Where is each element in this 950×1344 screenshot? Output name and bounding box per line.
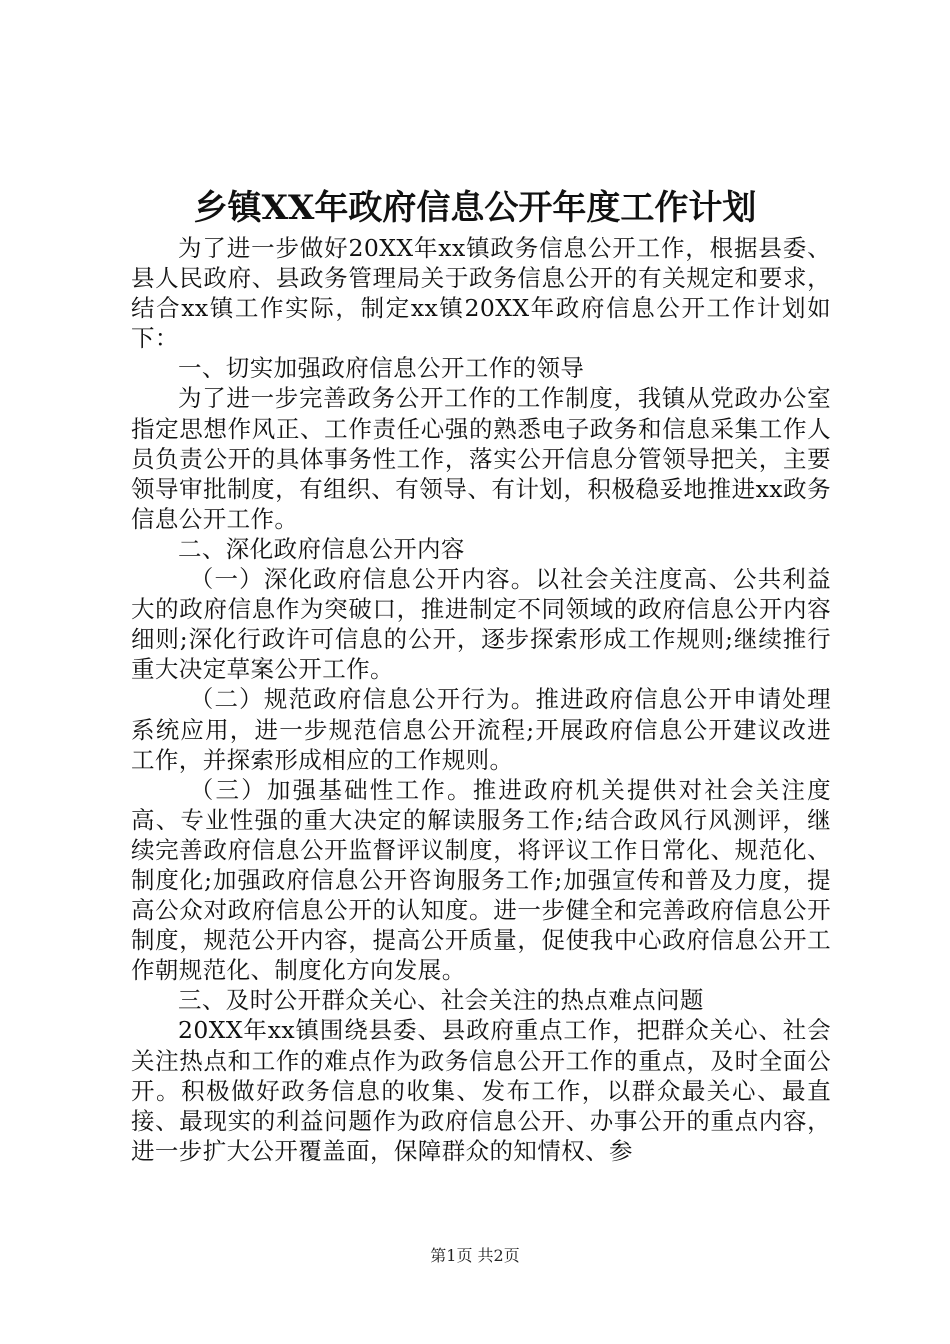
section-heading-3: 三、及时公开群众关心、社会关注的热点难点问题 <box>178 986 704 1015</box>
page-footer: 第1页 共2页 <box>430 1246 520 1265</box>
document-body <box>131 233 831 1166</box>
section-heading-1: 一、切实加强政府信息公开工作的领导 <box>178 354 585 383</box>
paragraph-section-3: 20XX年xx镇围绕县委、县政府重点工作，把群众关心、社会关注热点和工作的难点作为政务信息公开工作的重点，及时全面公开。积极做好政务信息的收集、发布工作，以群众最关心、最直接、最现实的利益问题作为政府信息公开、办事公开的重点内容，进一步扩大公开覆盖面，保障群众的知情权、参 <box>131 1016 831 1165</box>
paragraph-item-3: （三）加强基础性工作。推进政府机关提供对社会关注度高、专业性强的重大决定的解读服务工作;结合政风行风测评，继续完善政府信息公开监督评议制度，将评议工作日常化、规范化、制度化;加强政府信息公开咨询服务工作;加强宣传和普及力度，提高公众对政府信息公开的认知度。进一步健全和完善政府信息公开制度，规范公开内容，提高公开质量，促使我中心政府信息公开工作朝规范化、制度化方向发展。 <box>131 775 831 985</box>
section-heading-2: 二、深化政府信息公开内容 <box>178 534 465 563</box>
paragraph-intro: 为了进一步做好20XX年xx镇政务信息公开工作，根据县委、县人民政府、县政务管理局关于政务信息公开的有关规定和要求，结合xx镇工作实际，制定xx镇20XX年政府信息公开工作计划如下： <box>131 234 831 353</box>
paragraph-section-1: 为了进一步完善政务公开工作的工作制度，我镇从党政办公室指定思想作风正、工作责任心强的熟悉电子政务和信息采集工作人员负责公开的具体事务性工作，落实公开信息分管领导把关，主要领导审批制度，有组织、有领导、有计划，积极稳妥地推进xx政务信息公开工作。 <box>131 384 831 533</box>
paragraph-item-1: （一）深化政府信息公开内容。以社会关注度高、公共利益大的政府信息作为突破口，推进制定不同领域的政府信息公开内容细则;深化行政许可信息的公开，逐步探索形成工作规则;继续推行重大决定草案公开工作。 <box>131 565 831 684</box>
paragraph-item-2: （二）规范政府信息公开行为。推进政府信息公开申请处理系统应用，进一步规范信息公开流程;开展政府信息公开建议改进工作，并探索形成相应的工作规则。 <box>131 685 831 774</box>
document-title: 乡镇XX年政府信息公开年度工作计划 <box>193 188 757 228</box>
